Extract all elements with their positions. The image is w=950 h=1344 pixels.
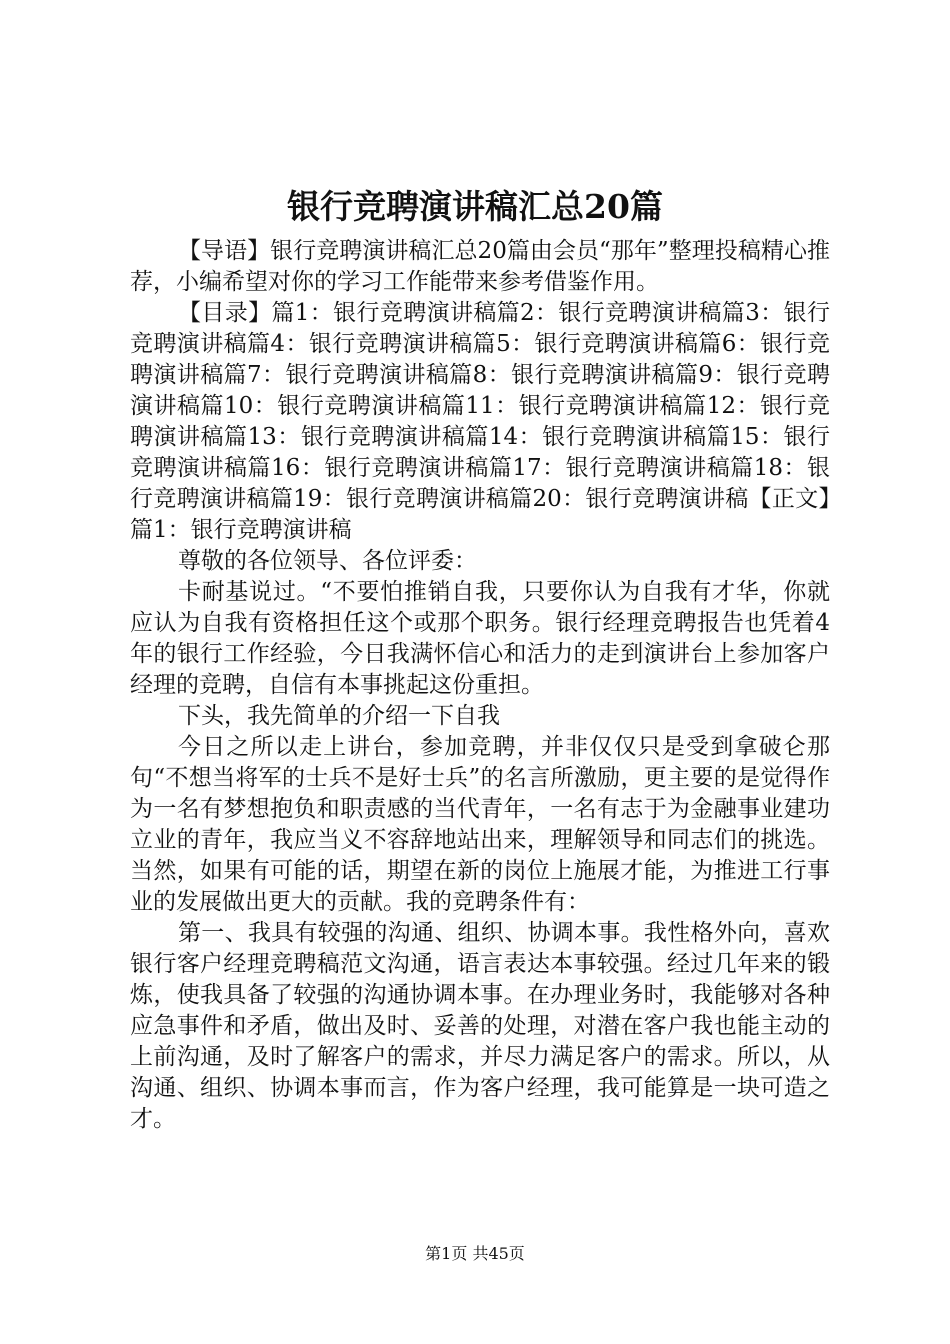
paragraph-salutation: 尊敬的各位领导、各位评委： xyxy=(178,548,477,574)
document-body xyxy=(130,236,830,1135)
paragraph-intro: 【导语】银行竞聘演讲稿汇总20篇由会员“那年”整理投稿精心推荐，小编希望对你的学习工作能带来参考借鉴作用。 xyxy=(130,238,830,295)
document-title: 银行竞聘演讲稿汇总20篇 xyxy=(287,187,663,226)
page-footer: 第1页 共45页 xyxy=(425,1244,525,1263)
paragraph-condition-one: 第一、我具有较强的沟通、组织、协调本事。我性格外向，喜欢银行客户经理竞聘稿范文沟通，语言表达本事较强。经过几年来的锻炼，使我具备了较强的沟通协调本事。在办理业务时，我能够对各种应急事件和矛盾，做出及时、妥善的处理，对潜在客户我也能主动的上前沟通，及时了解客户的需求，并尽力满足客户的需求。所以，从沟通、组织、协调本事而言，作为客户经理，我可能算是一块可造之才。 xyxy=(130,920,830,1132)
paragraph-quote: 卡耐基说过。“不要怕推销自我，只要你认为自我有才华，你就应认为自我有资格担任这个或那个职务。银行经理竞聘报告也凭着4年的银行工作经验，今日我满怀信心和活力的走到演讲台上参加客户经理的竞聘，自信有本事挑起这份重担。 xyxy=(130,579,830,698)
paragraph-table-of-contents: 【目录】篇1：银行竞聘演讲稿篇2：银行竞聘演讲稿篇3：银行竞聘演讲稿篇4：银行竞聘演讲稿篇5：银行竞聘演讲稿篇6：银行竞聘演讲稿篇7：银行竞聘演讲稿篇8：银行竞聘演讲稿篇9：银行竞聘演讲稿篇10：银行竞聘演讲稿篇11：银行竞聘演讲稿篇12：银行竞聘演讲稿篇13：银行竞聘演讲稿篇14：银行竞聘演讲稿篇15：银行竞聘演讲稿篇16：银行竞聘演讲稿篇17：银行竞聘演讲稿篇18：银行竞聘演讲稿篇19：银行竞聘演讲稿篇20：银行竞聘演讲稿【正文】篇1：银行竞聘演讲稿 xyxy=(130,300,830,543)
paragraph-motivation: 今日之所以走上讲台，参加竞聘，并非仅仅只是受到拿破仑那句“不想当将军的士兵不是好士兵”的名言所激励，更主要的是觉得作为一名有梦想抱负和职责感的当代青年，一名有志于为金融事业建功立业的青年，我应当义不容辞地站出来，理解领导和同志们的挑选。当然，如果有可能的话，期望在新的岗位上施展才能，为推进工行事业的发展做出更大的贡献。我的竞聘条件有： xyxy=(130,734,830,915)
paragraph-self-intro: 下头，我先简单的介绍一下自我 xyxy=(178,703,500,729)
